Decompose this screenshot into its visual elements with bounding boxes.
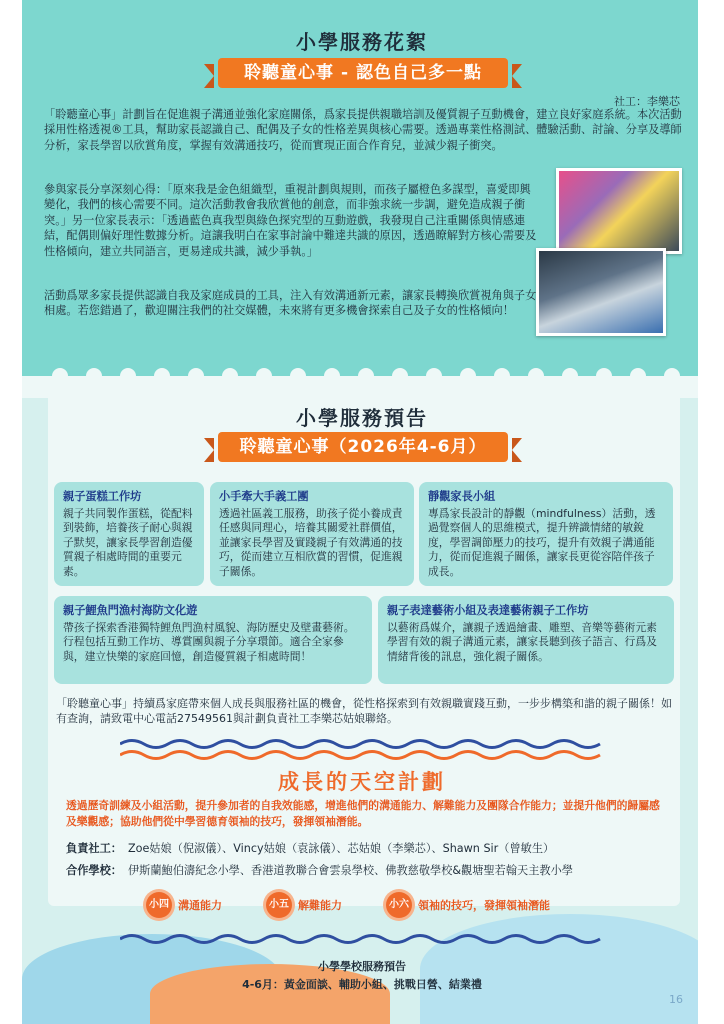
- sky-project-description: 透過歷奇訓練及小組活動，提升參加者的自我效能感，增進他們的溝通能力、解難能力及團隊合作能力；並提升他們的歸屬感及樂觀感；協助他們從中學習德育領袖的技巧，發揮領袖潛能。: [66, 799, 660, 828]
- grade-badge: 小五: [266, 892, 292, 918]
- school-line: [66, 862, 573, 878]
- section-heading-highlights: 小學服務花絮: [296, 30, 428, 54]
- skill-text: 領袖的技巧，發揮領袖潛能: [418, 899, 550, 912]
- activity-box-volunteer: [210, 482, 414, 586]
- section-heading-sky-project: 成長的天空計劃: [278, 770, 446, 794]
- grade-badge: 小四: [146, 892, 172, 918]
- school-label: 合作學校：: [66, 864, 122, 877]
- skill-item: [146, 892, 222, 918]
- staff-label: 負責社工：: [66, 842, 122, 855]
- skill-text: 溝通能力: [178, 899, 222, 912]
- parent-sharing-paragraph: 參與家長分享深刻心得：「原來我是金色組織型，重視計劃與規則，而孩子屬橙色多謀型，喜愛即興變化，我們的核心需要不同。這次活動教會我欣賞他的創意，而非強求統一步調，避免造成親子衝突。」另一位家長表示：「透過藍色真我型與綠色探究型的互動遊戲，我發現自己注重關係與情感連結，配偶則偏好理性數據分析。這讓我明白在家事討論中難達共識的原因，透過瞭解對方核心需要及性格傾向，建立共同語言，更易達成共識，減少爭執。」: [44, 183, 537, 258]
- activity-box-lei-yue-mun: [54, 596, 372, 684]
- social-worker-credit: 社工：李樂芯: [614, 95, 680, 108]
- footer-title: 小學學校服務預告: [318, 960, 406, 973]
- activity-text: 帶孩子探索香港獨特鯉魚門漁村風貌、海防歷史及壁畫藝術。行程包括互動工作坊、導賞團與親子分享環節。適合全家參與，建立快樂的家庭回憶，創造優質親子相處時間！: [63, 621, 355, 663]
- activity-box-expressive-arts: [378, 596, 674, 684]
- skill-item: [386, 892, 550, 918]
- activity-photo: [556, 168, 682, 254]
- right-margin: [698, 0, 724, 1024]
- activity-title: 親子鯉魚門漁村海防文化遊: [63, 604, 198, 617]
- intro-paragraph: 「聆聽童心事」計劃旨在促進親子溝通並強化家庭關係，爲家長提供親職培訓及優質親子互動機會，建立良好家庭系統。本次活動採用性格透視®工具，幫助家長認識自己、配偶及子女的性格差異與核心需要。透過專業性格測試、體驗活動、討論、分享及導師分析，家長學習以欣賞角度，掌握有效溝通技巧，從而實現正面合作育兒，並減少親子衝突。: [44, 108, 682, 152]
- staff-line: [66, 840, 554, 856]
- banner-preview: 聆聽童心事（2026年4-6月）: [218, 432, 508, 462]
- activity-box-cake: [54, 482, 204, 586]
- activity-text: 透過社區義工服務，助孩子從小養成責任感與同理心，培養其關愛社群價值，並讓家長學習及實踐親子有效溝通的技巧，從而建立互相欣賞的習慣，促進親子關係。: [219, 507, 403, 578]
- activity-title: 親子蛋糕工作坊: [63, 490, 142, 503]
- staff-value: Zoe姑娘（倪淑儀）、Vincy姑娘（袁詠儀）、芯姑娘（李樂芯）、Shawn Sir（曾敏生）: [127, 842, 555, 855]
- wave-divider: [120, 932, 606, 946]
- activity-title: 小手牽大手義工團: [219, 490, 309, 503]
- activity-text: 親子共同製作蛋糕，從配料到裝飾，培養孩子耐心與親子默契，讓家長學習創造優質親子相處時間的重要元素。: [63, 507, 193, 578]
- activity-title: 靜觀家長小組: [428, 490, 496, 503]
- wave-divider: [120, 748, 606, 762]
- activity-title: 親子表達藝術小組及表達藝術親子工作坊: [387, 604, 589, 617]
- grade-badge: 小六: [386, 892, 412, 918]
- activity-box-mindfulness: [419, 482, 673, 586]
- page-number: 16: [669, 993, 683, 1006]
- activity-text: 以藝術爲媒介，讓親子透過繪畫、雕塑、音樂等藝術元素學習有效的親子溝通元素，讓家長聽到孩子語言、行爲及情緒背後的訊息，強化親子關係。: [387, 621, 657, 663]
- section-heading-preview: 小學服務預告: [296, 406, 428, 430]
- banner-highlights: 聆聽童心事 - 認色自己多一點: [218, 58, 508, 88]
- closing-paragraph: 活動爲眾多家長提供認識自我及家庭成員的工具，注入有效溝通新元素，讓家長轉換欣賞視角與子女相處。若您錯過了，歡迎關注我們的社交媒體，未來將有更多機會探索自己及子女的性格傾向！: [44, 289, 537, 318]
- activity-text: 專爲家長設計的靜觀（mindfulness）活動，透過覺察個人的思維模式，提升辨識情緒的敏銳度，學習調節壓力的技巧，提升有效親子溝通能力，從而促進親子關係，讓家長更從容陪伴孩子成長。: [428, 507, 656, 578]
- skill-text: 解難能力: [298, 899, 342, 912]
- activity-photo: [536, 248, 666, 336]
- left-margin: [0, 0, 22, 1024]
- skill-item: [266, 892, 342, 918]
- footer-schedule: 4-6月：黃金面談、輔助小組、挑戰日營、結業禮: [242, 978, 482, 991]
- school-value: 伊斯蘭鮑伯濤紀念小學、香港道教聯合會雲泉學校、佛教慈敬學校&觀塘聖若翰天主教小學: [127, 864, 573, 877]
- preview-closing-text: 「聆聽童心事」持續爲家庭帶來個人成長與服務社區的機會，從性格探索到有效親職實踐互動，一步步構築和諧的親子關係！如有查詢，請致電中心電話27549561與計劃負責社工李樂芯姑娘聯絡。: [56, 697, 672, 725]
